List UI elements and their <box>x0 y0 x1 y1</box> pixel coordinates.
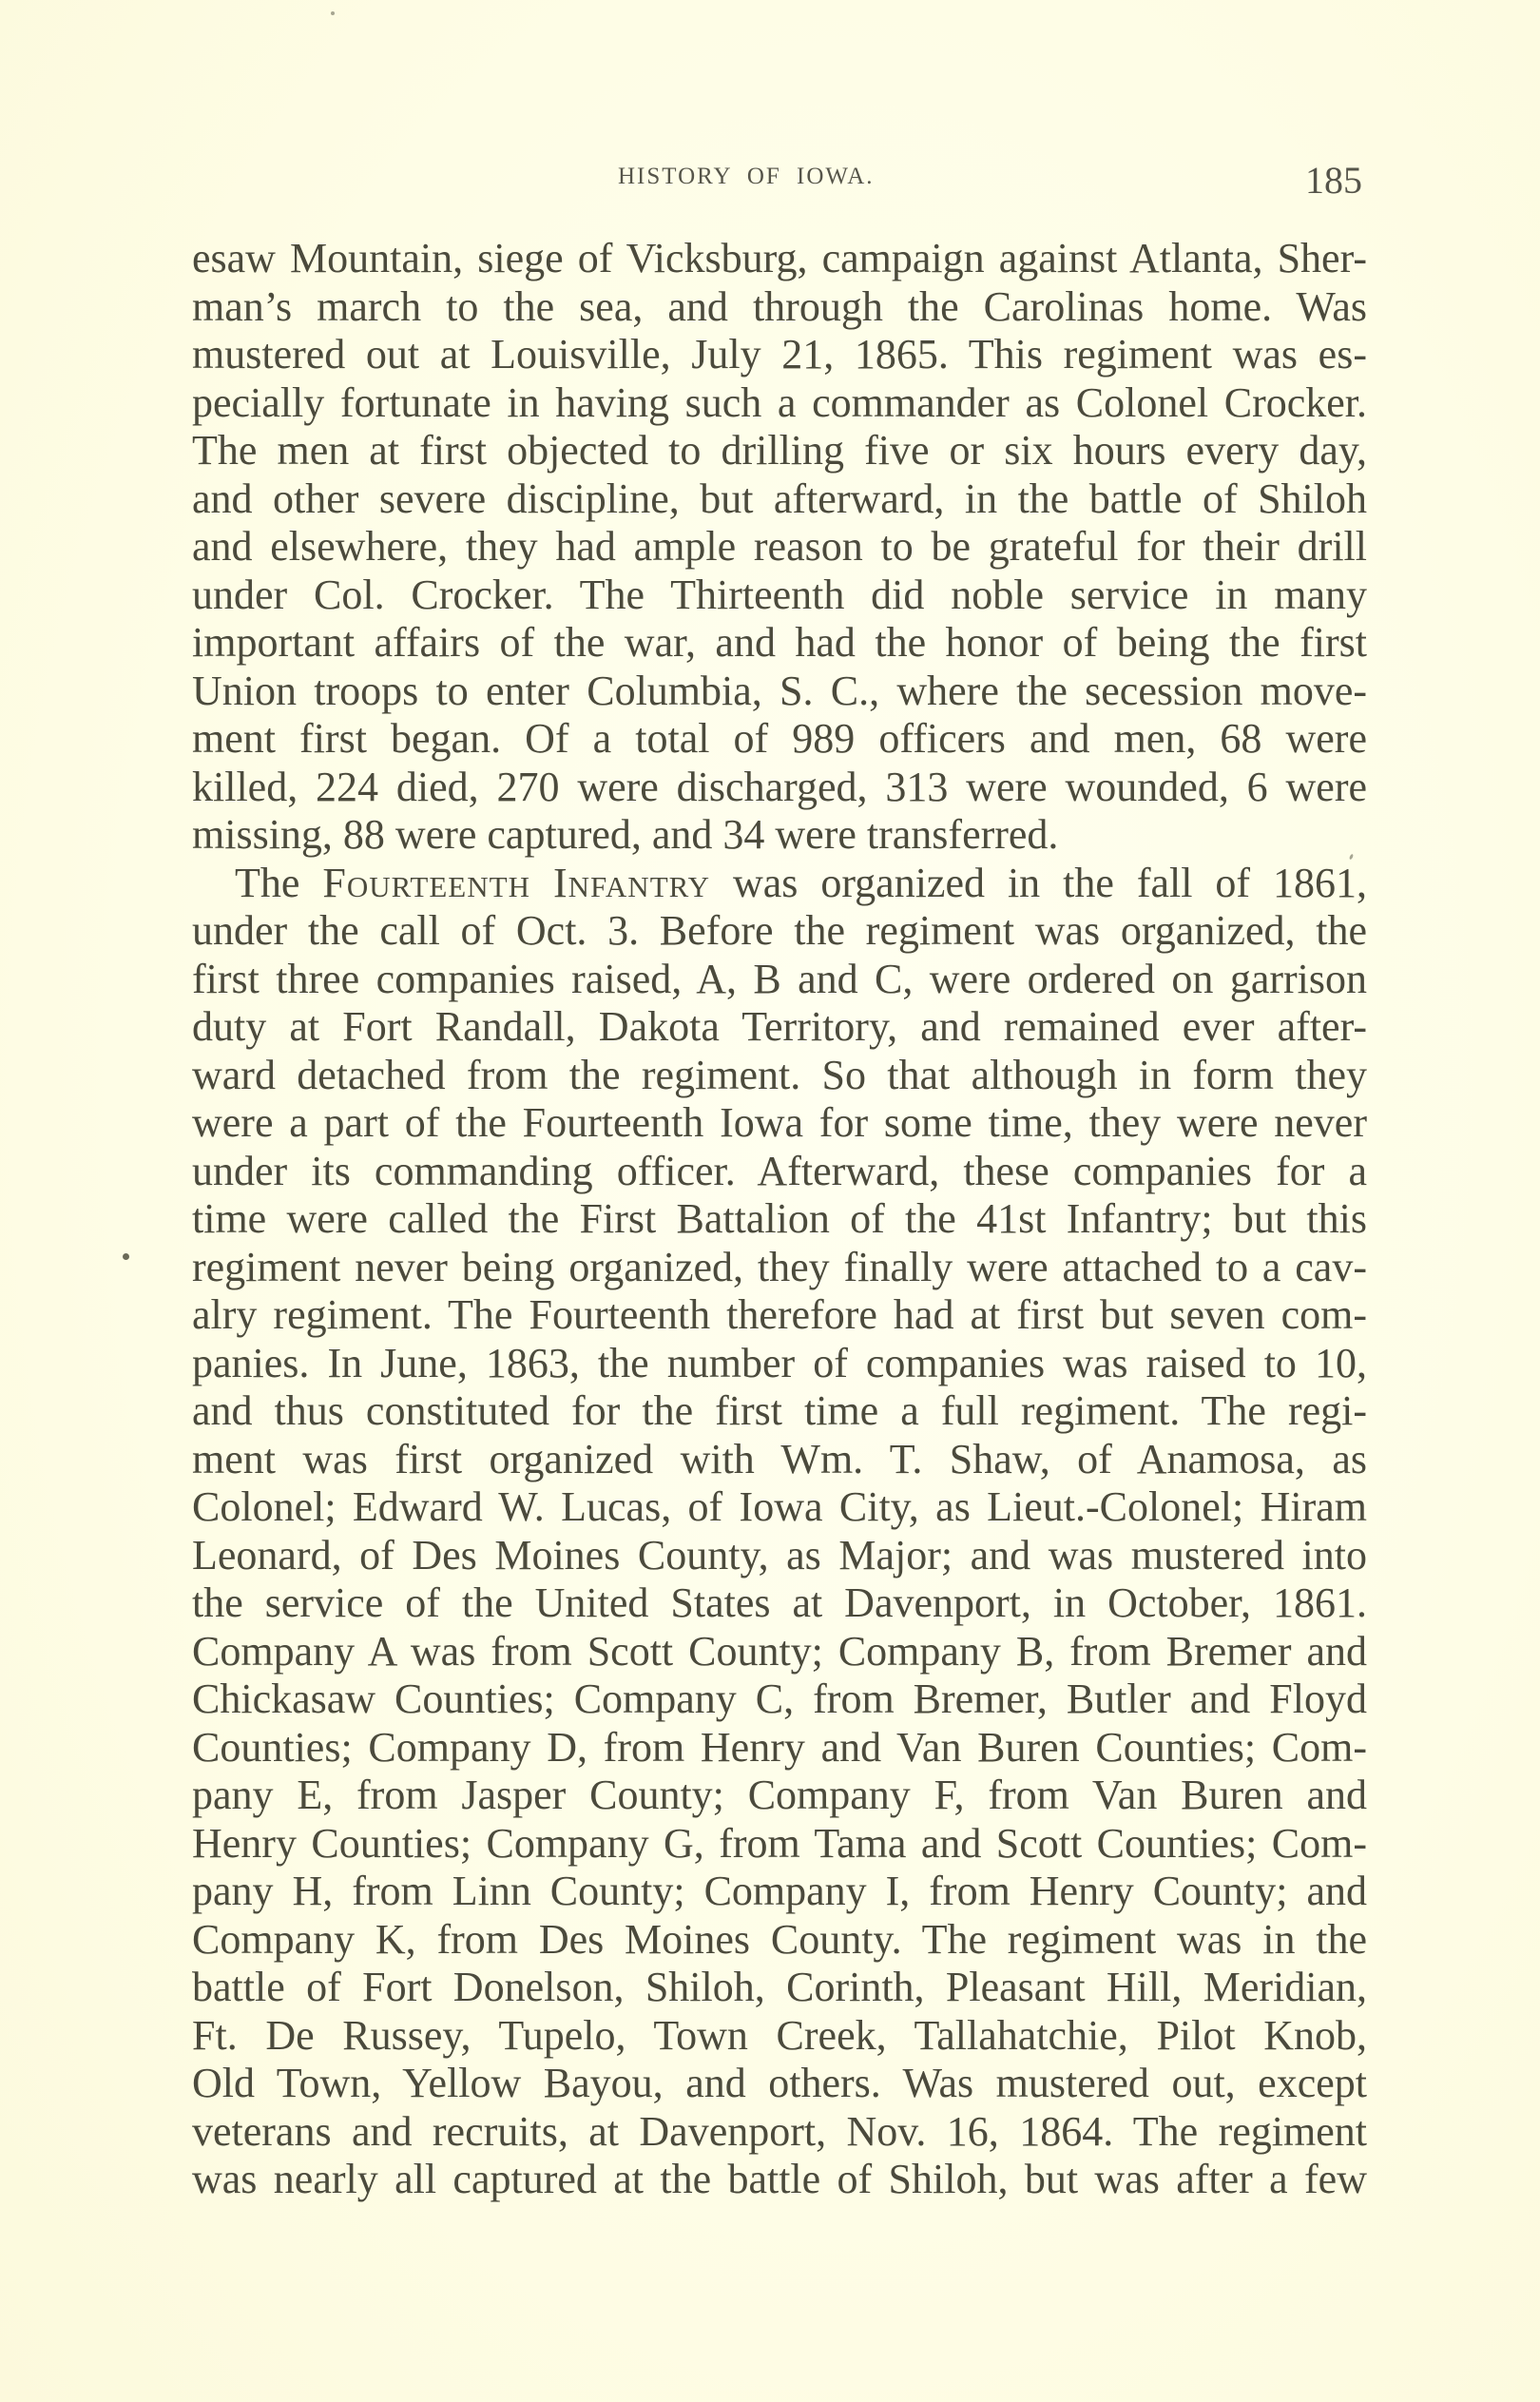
section-name-fourteenth: Fourteenth <box>322 859 530 906</box>
paragraph-end-line: missing, 88 were captured, and 34 were transferred. <box>192 811 1059 858</box>
text-line: panies. In June, 1863, the number of companies was raised to 10, <box>192 1339 1367 1386</box>
text-line: and thus constituted for the first time a full regiment. The regi- <box>192 1387 1367 1434</box>
text-line: Chickasaw Counties; Company C, from Bremer, Butler and Floyd <box>192 1676 1367 1722</box>
text-line: Ft. De Russey, Tupelo, Town Creek, Tallahatchie, Pilot Knob, <box>192 2011 1367 2059</box>
text-line: under Col. Crocker. The Thirteenth did noble service in many <box>192 571 1367 618</box>
text-line: battle of Fort Donelson, Shiloh, Corinth, Pleasant Hill, Meridian, <box>192 1964 1367 2010</box>
text-line: the service of the United States at Davenport, in October, 1861. <box>192 1579 1367 1626</box>
text-line: first three companies raised, A, B and C, were ordered on garrison <box>192 955 1367 1002</box>
text-line: time were called the First Battalion of the 41st Infantry; but this <box>192 1195 1367 1242</box>
text-line: ment was first organized with Wm. T. Shaw, of Anamosa, as <box>192 1435 1367 1482</box>
text-line: under its commanding officer. Afterward, these companies for a <box>192 1147 1367 1194</box>
body-text <box>192 235 1367 2204</box>
text-line: ward detached from the regiment. So that although in form they <box>192 1051 1367 1098</box>
paper-speck <box>331 11 335 15</box>
text-line: regiment never being organized, they finally were attached to a cav- <box>192 1243 1367 1290</box>
text-line: and other severe discipline, but afterward, in the battle of Shiloh <box>192 475 1367 522</box>
text-line: important affairs of the war, and had the honor of being the first <box>192 619 1367 666</box>
text-line: was nearly all captured at the battle of Shiloh, but was after a few <box>192 2156 1367 2202</box>
running-head-title: HISTORY OF IOWA. <box>618 164 875 189</box>
text-line: Company K, from Des Moines County. The regiment was in the <box>192 1915 1367 1963</box>
text-line: Henry Counties; Company G, from Tama and Scott Counties; Com- <box>192 1819 1367 1867</box>
text-line: Union troops to enter Columbia, S. C., where the secession move- <box>192 667 1367 714</box>
text-run <box>530 860 553 906</box>
text-line: duty at Fort Randall, Dakota Territory, and remained ever after- <box>192 1003 1367 1050</box>
text-line: esaw Mountain, siege of Vicksburg, campaign against Atlanta, Sher- <box>192 235 1367 281</box>
text-line: ment first began. Of a total of 989 officers and men, 68 were <box>192 715 1367 762</box>
text-line: Counties; Company D, from Henry and Van Buren Counties; Com- <box>192 1723 1367 1771</box>
page-number: 185 <box>1305 159 1362 202</box>
text-run: was organized in the fall of 1861, <box>709 859 1368 906</box>
text-line: and elsewhere, they had ample reason to be grateful for their drill <box>192 523 1367 570</box>
text-line: man’s march to the sea, and through the Carolinas home. Was <box>192 282 1367 330</box>
section-name-infantry: Infantry <box>552 859 710 906</box>
paragraph-start-line <box>192 860 1367 908</box>
text-line: alry regiment. The Fourteenth therefore had at first but seven com- <box>192 1291 1367 1338</box>
text-line: pecially fortunate in having such a commander as Colonel Crocker. <box>192 378 1367 426</box>
text-line: Colonel; Edward W. Lucas, of Iowa City, as Lieut.-Colonel; Hiram <box>192 1483 1367 1530</box>
text-line: killed, 224 died, 270 were discharged, 313 were wounded, 6 were <box>192 763 1367 810</box>
text-line: pany E, from Jasper County; Company F, from Van Buren and <box>192 1772 1367 1818</box>
text-line: pany H, from Linn County; Company I, from Henry County; and <box>192 1868 1367 1914</box>
text-line: The men at first objected to drilling five or six hours every day, <box>192 427 1367 474</box>
text-line: were a part of the Fourteenth Iowa for some time, they were never <box>192 1099 1367 1146</box>
paper-speck <box>123 1253 129 1260</box>
text-run: The <box>235 859 323 906</box>
text-line: veterans and recruits, at Davenport, Nov. 16, 1864. The regiment <box>192 2107 1367 2155</box>
text-line: Old Town, Yellow Bayou, and others. Was mustered out, except <box>192 2060 1367 2106</box>
text-line: Company A was from Scott County; Company B, from Bremer and <box>192 1627 1367 1675</box>
text-line: under the call of Oct. 3. Before the regiment was organized, the <box>192 907 1367 954</box>
text-line: mustered out at Louisville, July 21, 1865. This regiment was es- <box>192 331 1367 378</box>
text-line: Leonard, of Des Moines County, as Major; and was mustered into <box>192 1531 1367 1579</box>
